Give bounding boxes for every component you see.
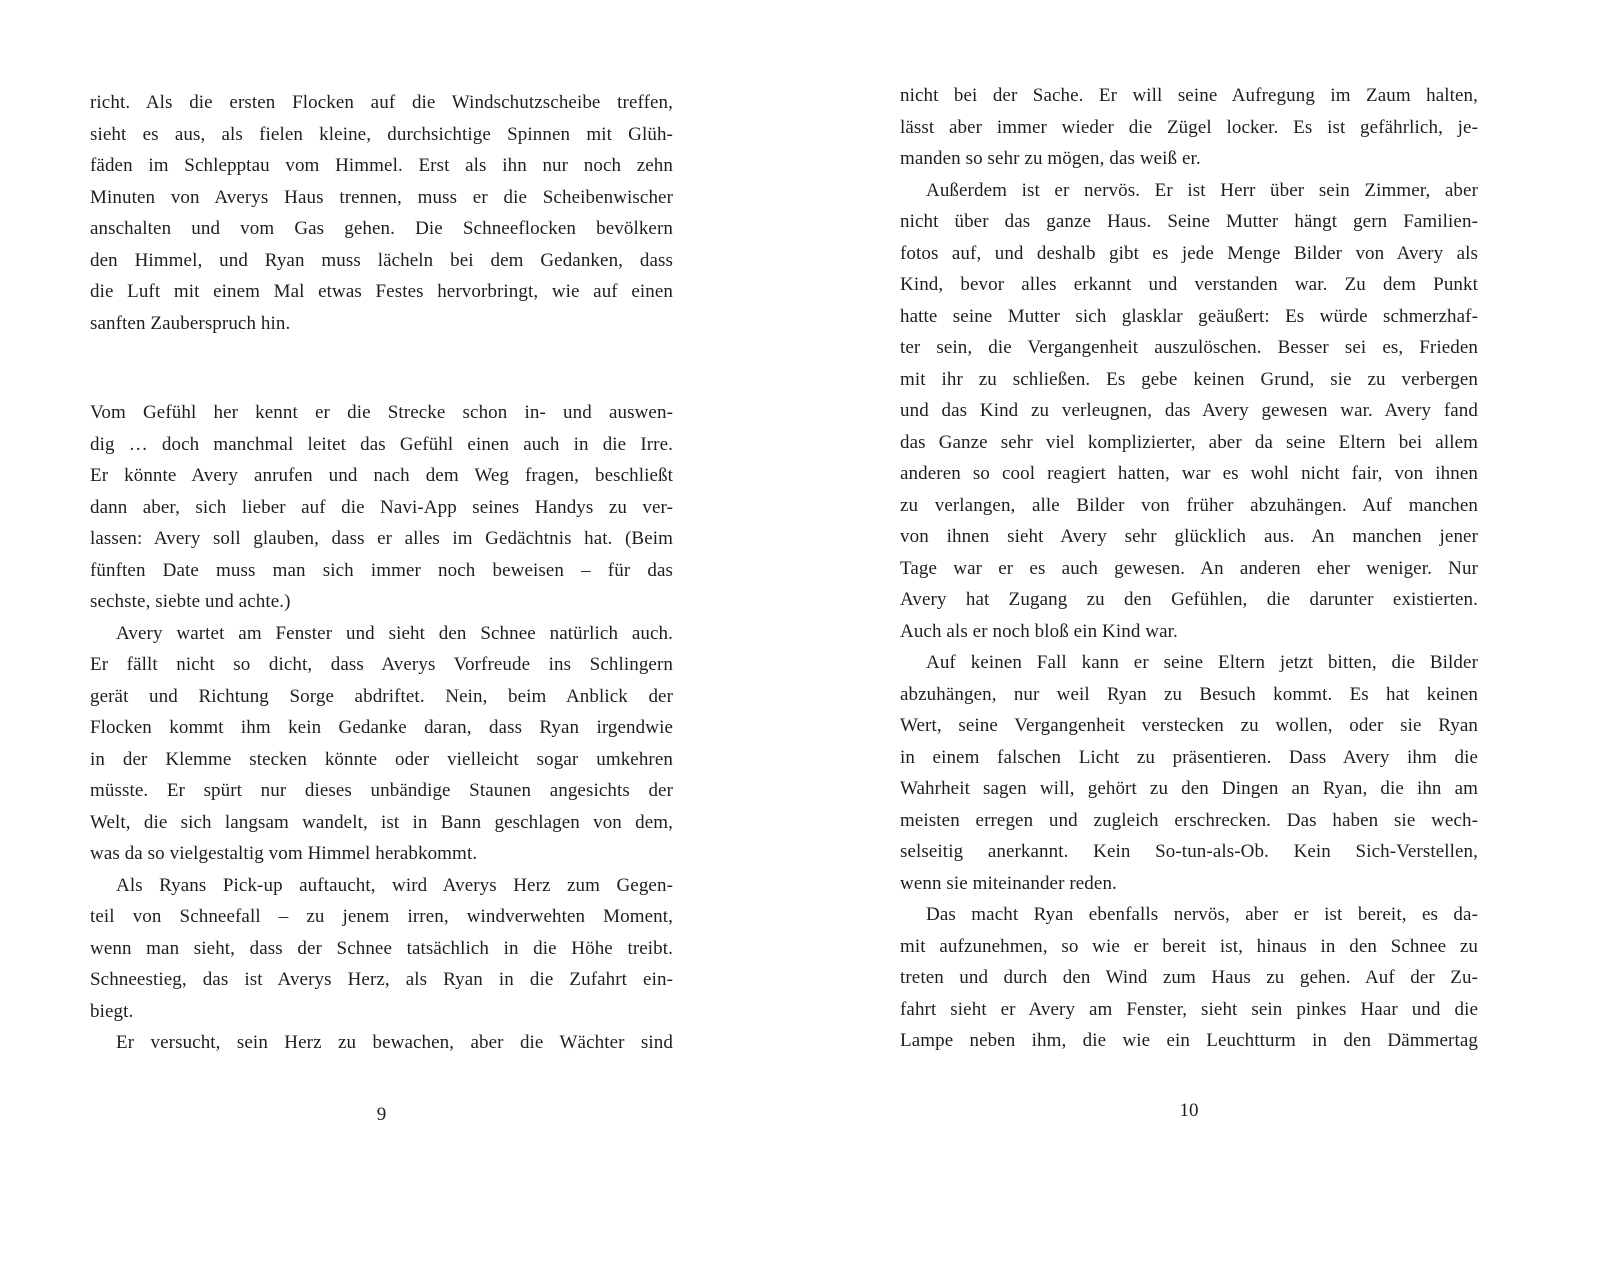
text-line: den Himmel, und Ryan muss lächeln bei dem Gedanken, dass [90,249,673,271]
text-line: wenn sie miteinander reden. [900,872,1117,894]
text-line: Avery wartet am Fenster und sieht den Schnee natürlich auch. [116,622,673,644]
text-line: zu verlangen, alle Bilder von früher abzuhängen. Auf manchen [900,494,1478,516]
text-line: fäden im Schlepptau vom Himmel. Erst als ihn nur noch zehn [90,155,673,176]
text-line: hatte seine Mutter sich glasklar geäußert: Es würde schmerzhaf- [900,305,1478,327]
text-line: ter sein, die Vergangenheit auszulöschen. Besser sei es, Frieden [900,337,1478,358]
text-line: die Luft mit einem Mal etwas Festes hervorbringt, wie auf einen [90,281,673,302]
text-line: Minuten von Averys Haus trennen, muss er die Scheibenwischer [90,186,673,208]
text-line: richt. Als die ersten Flocken auf die Windschutzscheibe treffen, [90,92,673,113]
text-line: lassen: Avery soll glauben, dass er alles im Gedächtnis hat. (Beim [90,528,673,549]
text-line: Er fällt nicht so dicht, dass Averys Vorfreude ins Schlingern [90,654,673,675]
text-line: fahrt sieht er Avery am Fenster, sieht sein pinkes Haar und die [900,998,1478,1020]
text-line: meisten erregen und zugleich erschrecken. Das haben sie wech- [900,809,1478,831]
text-line: Lampe neben ihm, die wie ein Leuchtturm in den Dämmertag [900,1030,1478,1051]
paragraph [900,647,1478,899]
text-line: selseitig anerkannt. Kein So-tun-als-Ob. Kein Sich-Verstellen, [900,841,1478,862]
text-line: müsste. Er spürt nur dieses unbändige Staunen angesichts der [90,780,673,801]
text-line: dig … doch manchmal leitet das Gefühl einen auch in die Irre. [90,433,673,455]
text-line: lässt aber immer wieder die Zügel locker. Es ist gefährlich, je- [900,116,1478,138]
text-line: Flocken kommt ihm kein Gedanke daran, dass Ryan irgendwie [90,717,673,738]
text-line: wenn man sieht, dass der Schnee tatsächlich in die Höhe treibt. [90,937,673,959]
page-left-text [90,87,673,1059]
text-line: in einem falschen Licht zu präsentieren. Dass Avery ihm die [900,746,1478,768]
paragraph [90,870,673,1028]
page-right-text [900,80,1478,1057]
text-line: nicht bei der Sache. Er will seine Aufregung im Zaum halten, [900,85,1478,106]
text-line: Avery hat Zugang zu den Gefühlen, die darunter existierten. [900,589,1478,610]
text-line: dann aber, sich lieber auf die Navi-App seines Handys zu ver- [90,496,673,518]
text-line: treten und durch den Wind zum Haus zu gehen. Auf der Zu- [900,967,1478,988]
text-line: mit aufzunehmen, so wie er bereit ist, hinaus in den Schnee zu [900,935,1478,957]
text-line: Er könnte Avery anrufen und nach dem Weg fragen, beschließt [90,465,673,486]
text-line: anschalten und vom Gas gehen. Die Schneeflocken bevölkern [90,218,673,239]
paragraph [900,175,1478,648]
paragraph [90,618,673,870]
text-line: Kind, bevor alles erkannt und verstanden war. Zu dem Punkt [900,274,1478,295]
text-line: Das macht Ryan ebenfalls nervös, aber er ist bereit, es da- [926,904,1478,925]
text-line: teil von Schneefall – zu jenem irren, windverwehten Moment, [90,906,673,927]
text-line: Wahrheit sagen will, gehört zu den Dingen an Ryan, die ihn am [900,778,1478,799]
text-line: Auf keinen Fall kann er seine Eltern jetzt bitten, die Bilder [926,652,1478,673]
text-line: Außerdem ist er nervös. Er ist Herr über sein Zimmer, aber [926,179,1478,201]
paragraph [900,80,1478,175]
text-line: gerät und Richtung Sorge abdriftet. Nein, beim Anblick der [90,685,673,707]
text-line: abzuhängen, nur weil Ryan zu Besuch kommt. Es hat keinen [900,683,1478,705]
text-line: in der Klemme stecken könnte oder vielleicht sogar umkehren [90,748,673,770]
text-line: sechste, siebte und achte.) [90,591,291,612]
text-line: biegt. [90,1000,134,1022]
text-line: fünften Date muss man sich immer noch beweisen – für das [90,559,673,581]
paragraph [90,397,673,618]
text-line: nicht über das ganze Haus. Seine Mutter hängt gern Familien- [900,211,1478,232]
paragraph [90,87,673,339]
text-line: Tage war er es auch gewesen. An anderen eher weniger. Nur [900,557,1478,579]
text-line: Wert, seine Vergangenheit verstecken zu wollen, oder sie Ryan [900,715,1478,736]
text-line: anderen so cool reagiert hatten, war es wohl nicht fair, von ihnen [900,463,1478,484]
text-line: Vom Gefühl her kennt er die Strecke schon in- und auswen- [90,402,673,423]
text-line: manden so sehr zu mögen, das weiß er. [900,148,1201,169]
text-line: Schneestieg, das ist Averys Herz, als Ryan in die Zufahrt ein- [90,969,673,990]
paragraph [90,1027,673,1059]
text-line: Auch als er noch bloß ein Kind war. [900,620,1178,642]
text-line: mit ihr zu schließen. Es gebe keinen Grund, sie zu verbergen [900,368,1478,390]
page-number-right: 10 [1179,1100,1199,1121]
text-line: sieht es aus, als fielen kleine, durchsichtige Spinnen mit Glüh- [90,123,673,145]
text-line: Welt, die sich langsam wandelt, ist in Bann geschlagen von dem, [90,811,673,833]
text-line: fotos auf, und deshalb gibt es jede Menge Bilder von Avery als [900,242,1478,264]
text-line: Er versucht, sein Herz zu bewachen, aber die Wächter sind [116,1032,673,1053]
text-line: das Ganze sehr viel komplizierter, aber da seine Eltern bei allem [900,431,1478,453]
text-line: von ihnen sieht Avery sehr glücklich aus. An manchen jener [900,526,1478,547]
page-number-left: 9 [376,1104,387,1125]
text-line: was da so vielgestaltig vom Himmel herabkommt. [90,843,478,864]
paragraph [900,899,1478,1057]
text-line: sanften Zauberspruch hin. [90,312,291,334]
text-line: und das Kind zu verleugnen, das Avery gewesen war. Avery fand [900,400,1478,421]
text-line: Als Ryans Pick-up auftaucht, wird Averys Herz zum Gegen- [116,874,673,896]
